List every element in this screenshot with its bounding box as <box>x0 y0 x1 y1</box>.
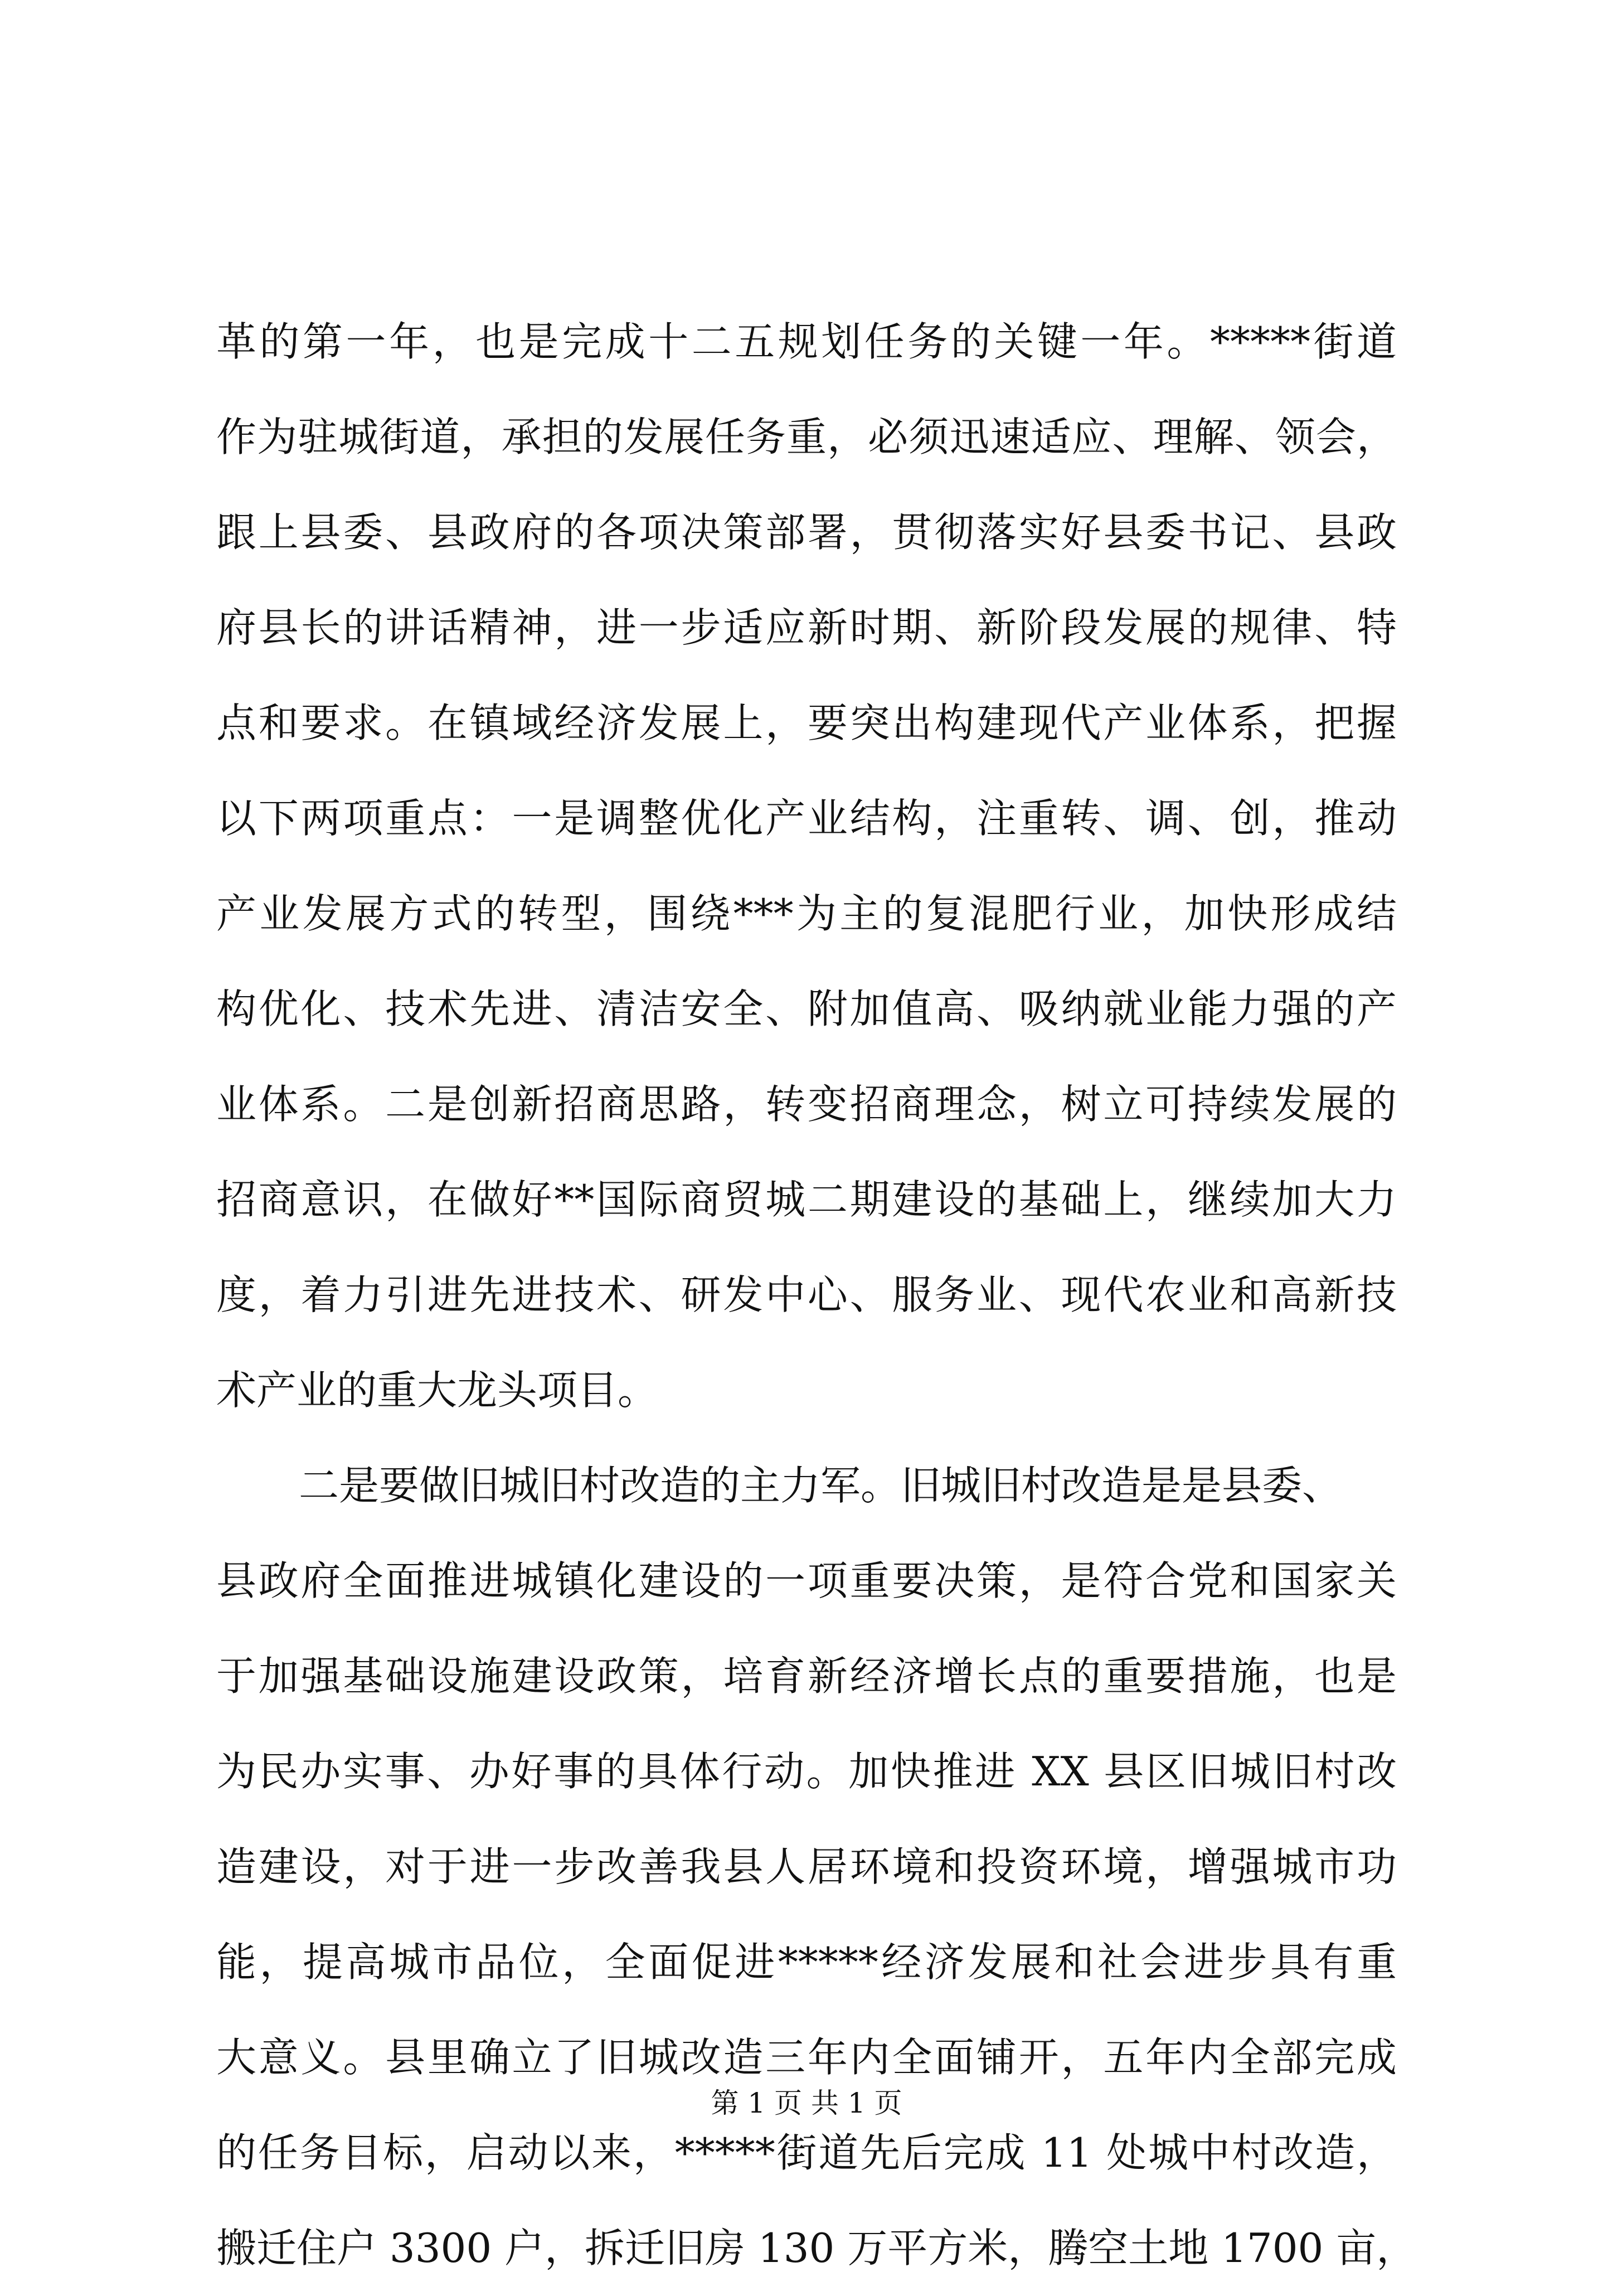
page-footer <box>0 2084 1613 2123</box>
text-line: 能，提高城市品位，全面促进*****经济发展和社会进步具有重 <box>216 1939 1397 1986</box>
text-line: 革的第一年，也是完成十二五规划任务的关键一年。*****街道 <box>216 318 1397 365</box>
text-line: 以下两项重点：一是调整优化产业结构，注重转、调、创，推动 <box>216 795 1397 842</box>
paragraph-start-line: 二是要做旧城旧村改造的主力军。旧城旧村改造是是县委、 <box>299 1462 1343 1509</box>
text-line: 搬迁住户 3300 户，拆迁旧房 130 万平方米，腾空土地 1700 亩， <box>216 2225 1417 2271</box>
text-line: 构优化、技术先进、清洁安全、附加值高、吸纳就业能力强的产 <box>216 986 1397 1032</box>
text-line: 点和要求。在镇域经济发展上，要突出构建现代产业体系，把握 <box>216 700 1397 746</box>
text-line: 招商意识，在做好**国际商贸城二期建设的基础上，继续加大力 <box>216 1176 1397 1223</box>
text-line: 业体系。二是创新招商思路，转变招商理念，树立可持续发展的 <box>216 1081 1397 1128</box>
text-line: 的任务目标，启动以来，*****街道先后完成 11 处城中村改造， <box>216 2129 1397 2176</box>
paragraph-end-line: 术产业的重大龙头项目。 <box>216 1367 658 1414</box>
text-line: 造建设，对于进一步改善我县人居环境和投资环境，增强城市功 <box>216 1843 1397 1890</box>
text-line: 产业发展方式的转型，围绕***为主的复混肥行业，加快形成结 <box>216 890 1397 937</box>
text-line: 府县长的讲话精神，进一步适应新时期、新阶段发展的规律、特 <box>216 604 1397 651</box>
text-line: 作为驻城街道，承担的发展任务重，必须迅速适应、理解、领会， <box>216 414 1397 460</box>
page-number-label: 第 1 页 共 1 页 <box>711 2087 902 2119</box>
text-line: 为民办实事、办好事的具体行动。加快推进 XX 县区旧城旧村改 <box>216 1748 1397 1795</box>
text-line: 县政府全面推进城镇化建设的一项重要决策，是符合党和国家关 <box>216 1557 1397 1604</box>
text-line: 于加强基础设施建设政策，培育新经济增长点的重要措施，也是 <box>216 1653 1397 1700</box>
text-line: 跟上县委、县政府的各项决策部署，贯彻落实好县委书记、县政 <box>216 509 1397 556</box>
text-line: 大意义。县里确立了旧城改造三年内全面铺开，五年内全部完成 <box>216 2034 1397 2081</box>
text-line: 度，着力引进先进技术、研发中心、服务业、现代农业和高新技 <box>216 1271 1397 1318</box>
body-text <box>216 294 1417 2296</box>
